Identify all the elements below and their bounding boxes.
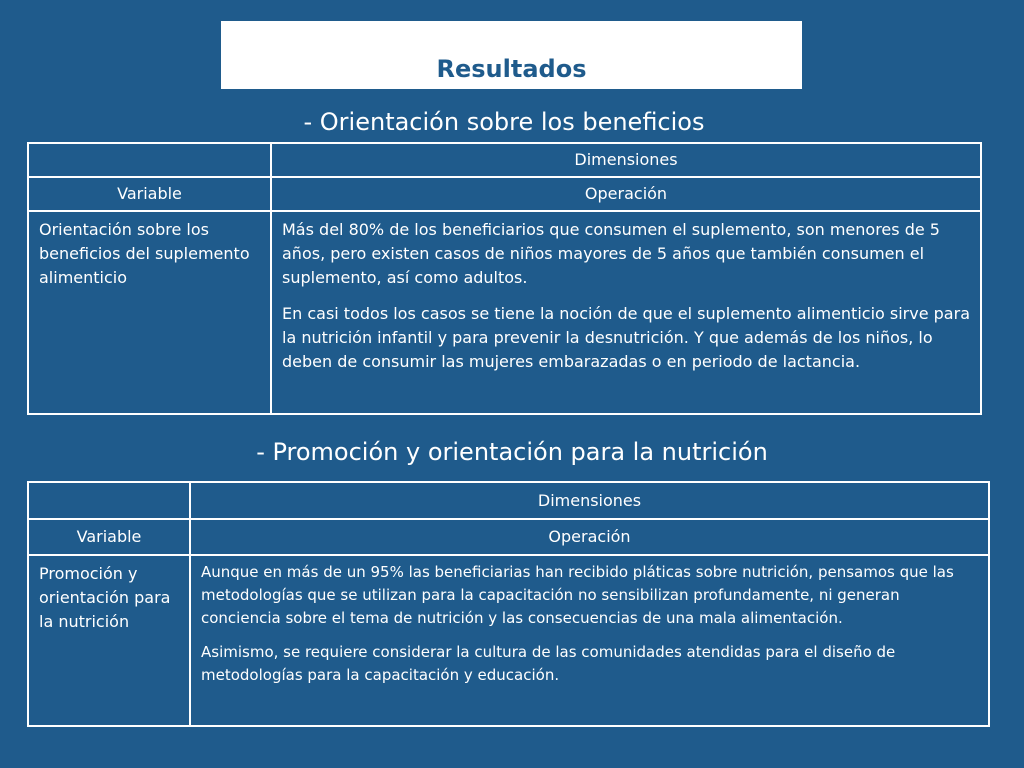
slide-title: Resultados xyxy=(436,55,587,83)
variable-header: Variable xyxy=(28,519,190,555)
table-row xyxy=(28,211,981,414)
dimensiones-header: Dimensiones xyxy=(271,143,981,177)
operation-cell xyxy=(271,211,981,414)
empty-header-cell xyxy=(28,143,271,177)
operation-paragraph: Asimismo, se requiere considerar la cultura de las comunidades atendidas para el diseño de metodologías para la capacitación y educación. xyxy=(201,643,896,684)
table-header-row xyxy=(28,143,981,177)
operation-paragraph: Aunque en más de un 95% las beneficiarias han recibido pláticas sobre nutrición, pensamos que las metodologías que se utilizan para la capacitación no sensibilizan profundamente, ni generan conciencia sobre el tema de nutrición y las consecuencias de una mala alimentación. xyxy=(201,563,954,627)
operation-cell xyxy=(190,555,989,726)
title-box xyxy=(221,21,802,89)
section2-heading: - Promoción y orientación para la nutrición xyxy=(256,438,768,466)
table-header-row xyxy=(28,177,981,211)
operation-paragraph: En casi todos los casos se tiene la noción de que el suplemento alimenticio sirve para la nutrición infantil y para prevenir la desnutrición. Y que además de los niños, lo deben de consumir las mujeres embarazadas o en periodo de lactancia. xyxy=(282,304,970,371)
variable-header: Variable xyxy=(28,177,271,211)
empty-header-cell xyxy=(28,482,190,519)
table-header-row xyxy=(28,519,989,555)
variable-cell: Promoción y orientación para la nutrición xyxy=(28,555,190,726)
dimensiones-header: Dimensiones xyxy=(190,482,989,519)
section1-table xyxy=(27,142,982,415)
table-row xyxy=(28,555,989,726)
section1-heading: - Orientación sobre los beneficios xyxy=(303,108,705,136)
operacion-header: Operación xyxy=(271,177,981,211)
operation-paragraph: Más del 80% de los beneficiarios que consumen el suplemento, son menores de 5 años, pero existen casos de niños mayores de 5 años que también consumen el suplemento, así como adultos. xyxy=(282,220,940,287)
section2-table xyxy=(27,481,990,727)
variable-cell: Orientación sobre los beneficios del suplemento alimenticio xyxy=(28,211,271,414)
table-header-row xyxy=(28,482,989,519)
operacion-header: Operación xyxy=(190,519,989,555)
